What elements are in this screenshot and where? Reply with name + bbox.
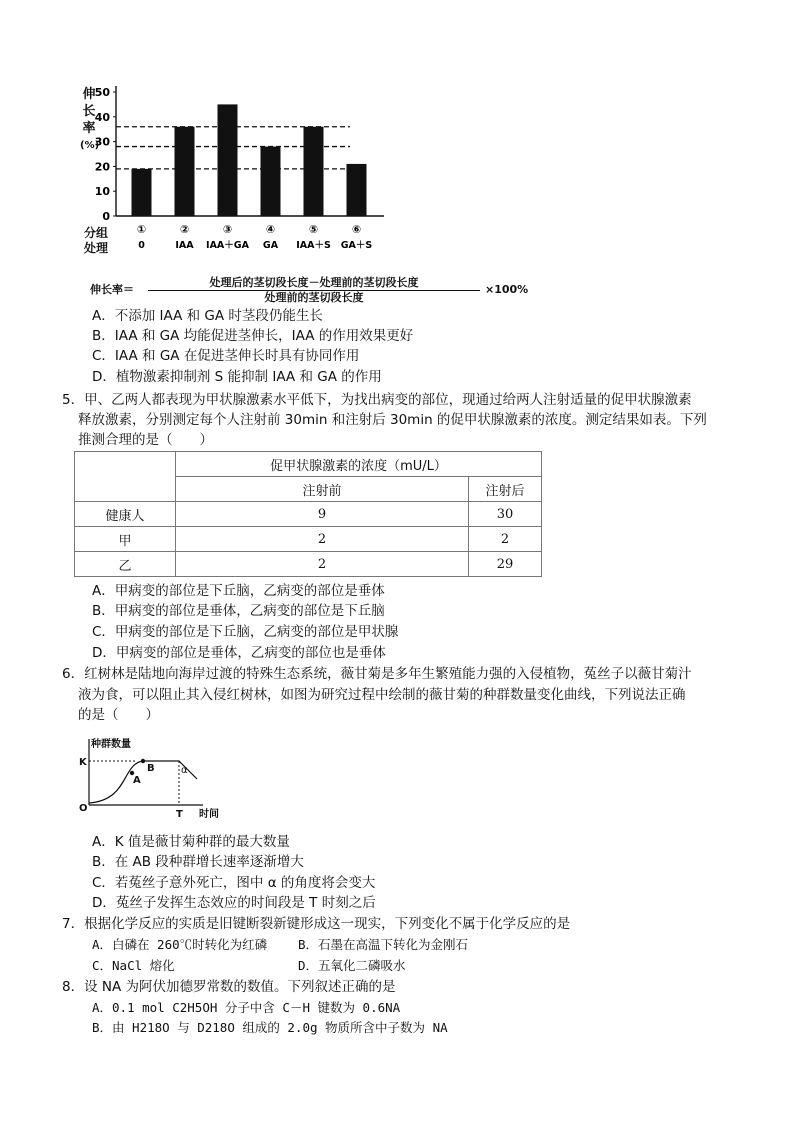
x-category-number: ⑤ <box>308 223 319 236</box>
label-b: B <box>147 763 155 774</box>
row-name: 乙 <box>75 552 176 577</box>
table-corner <box>75 452 176 502</box>
bar <box>261 147 281 216</box>
q7-option-d: D．五氧化二磷吸水 <box>298 958 406 973</box>
table-row <box>75 552 542 577</box>
point-b <box>141 759 145 763</box>
x-category-label: IAA <box>175 240 194 251</box>
row-name: 甲 <box>75 527 176 552</box>
curve-xlabel: 时间 <box>199 809 219 820</box>
q5-option-a: A．甲病变的部位是下丘脑，乙病变的部位是垂体 <box>92 583 385 599</box>
q7-option-b: B．石墨在高温下转化为金刚石 <box>298 937 469 952</box>
q5-table <box>74 451 542 577</box>
bar <box>304 127 324 216</box>
x-category-number: ② <box>179 223 190 236</box>
label-a: A <box>133 775 141 786</box>
x-category-label: IAA＋GA <box>206 240 249 251</box>
x-category-label: GA＋S <box>340 240 373 251</box>
bar <box>218 104 238 216</box>
population-curve-chart <box>75 735 235 825</box>
q7-option-c: C．NaCl 熔化 <box>92 958 175 973</box>
y-tick-label: 50 <box>94 86 110 99</box>
bar <box>175 127 195 216</box>
q5-stem-3: 推测合理的是（ ） <box>78 432 213 448</box>
q6-stem-3: 的是（ ） <box>78 707 159 723</box>
col-before: 注射前 <box>176 477 469 502</box>
q8-option-b: B．由 H218O 与 D218O 组成的 2.0g 物质所含中子数为 NA <box>92 1020 448 1035</box>
x-category-label: GA <box>262 240 279 251</box>
x-category-number: ⑥ <box>351 223 362 236</box>
y-tick-label: 30 <box>94 135 110 149</box>
curve-ylabel: 种群数量 <box>91 739 131 750</box>
formula-denominator: 处理前的茎切段长度 <box>264 291 364 304</box>
formula-lhs: 伸长率＝ <box>90 283 134 296</box>
q6-option-c: C．若菟丝子意外死亡，图中 α 的角度将会变大 <box>92 875 376 891</box>
q8-stem: 8．设 NA 为阿伏加德罗常数的数值。下列叙述正确的是 <box>62 979 396 995</box>
row-name: 健康人 <box>75 502 176 527</box>
origin-label: O <box>79 803 88 814</box>
table-row <box>75 502 542 527</box>
alpha-label: α <box>181 765 188 776</box>
y-tick-label: 20 <box>94 160 110 174</box>
q4-option-c: C．IAA 和 GA 在促进茎伸长时具有协同作用 <box>92 348 360 364</box>
q5-stem-1: 5．甲、乙两人都表现为甲状腺激素水平低下，为找出病变的部位，现通过给两人注射适量的促甲状腺激素 <box>62 392 692 408</box>
q6-option-a: A．K 值是薇甘菊种群的最大数量 <box>92 834 290 850</box>
q4-option-d: D．植物激素抑制剂 S 能抑制 IAA 和 GA 的作用 <box>92 369 382 385</box>
table-header: 促甲状腺激素的浓度（mU/L） <box>176 452 542 477</box>
t-label: T <box>176 809 183 820</box>
q7-stem: 7．根据化学反应的实质是旧键断裂新键形成这一现实，下列变化不属于化学反应的是 <box>62 916 571 932</box>
row-after: 2 <box>469 527 542 552</box>
q4-option-a: A．不添加 IAA 和 GA 时茎段仍能生长 <box>92 308 323 324</box>
row-after: 30 <box>469 502 542 527</box>
row-before: 9 <box>176 502 469 527</box>
formula-rhs: ×100% <box>485 283 529 296</box>
y-tick-label: 0 <box>102 210 110 223</box>
bar <box>132 169 152 216</box>
x-row-labels: 分组 处理 <box>84 226 109 255</box>
bar <box>347 164 367 216</box>
x-category-number: ④ <box>265 223 276 236</box>
k-label: K <box>79 757 87 768</box>
q4-option-b: B．IAA 和 GA 均能促进茎伸长，IAA 的作用效果更好 <box>92 328 414 344</box>
row-before: 2 <box>176 552 469 577</box>
q7-option-a: A．白磷在 260℃时转化为红磷 <box>92 937 268 952</box>
row-before: 2 <box>176 527 469 552</box>
col-after: 注射后 <box>469 477 542 502</box>
q5-option-d: D．甲病变的部位是垂体，乙病变的部位也是垂体 <box>92 645 386 661</box>
q6-option-b: B．在 AB 段种群增长速率逐渐增大 <box>92 854 304 870</box>
y-axis-label: 伸 长 率 (%) <box>80 87 100 151</box>
y-tick-label: 40 <box>94 110 110 124</box>
row-after: 29 <box>469 552 542 577</box>
y-tick-label: 10 <box>94 185 110 199</box>
q5-option-b: B．甲病变的部位是垂体，乙病变的部位是下丘脑 <box>92 603 385 619</box>
q6-stem-2: 液为食，可以阻止其入侵红树林，如图为研究过程中绘制的薇甘菊的种群数量变化曲线，下列说法正确 <box>78 687 686 703</box>
q8-option-a: A．0.1 mol C2H5OH 分子中含 C－H 键数为 0.6NA <box>92 1000 401 1015</box>
formula-numerator: 处理后的茎切段长度－处理前的茎切段长度 <box>148 276 480 291</box>
x-category-number: ① <box>136 223 147 236</box>
x-category-label: 0 <box>138 240 145 251</box>
x-category-label: IAA＋S <box>296 240 331 251</box>
x-category-number: ③ <box>222 223 233 236</box>
q6-stem-1: 6．红树林是陆地向海岸过渡的特殊生态系统，薇甘菊是多年生繁殖能力强的入侵植物，菟丝子以薇甘菊汁 <box>62 666 692 682</box>
q6-option-d: D．菟丝子发挥生态效应的时间段是 T 时刻之后 <box>92 895 376 911</box>
bar-chart <box>70 82 390 272</box>
q5-option-c: C．甲病变的部位是下丘脑，乙病变的部位是甲状腺 <box>92 624 399 640</box>
q5-stem-2: 释放激素，分别测定每个人注射前 30min 和注射后 30min 的促甲状腺激素的浓度。测定结果如表。下列 <box>78 412 707 428</box>
table-row <box>75 527 542 552</box>
